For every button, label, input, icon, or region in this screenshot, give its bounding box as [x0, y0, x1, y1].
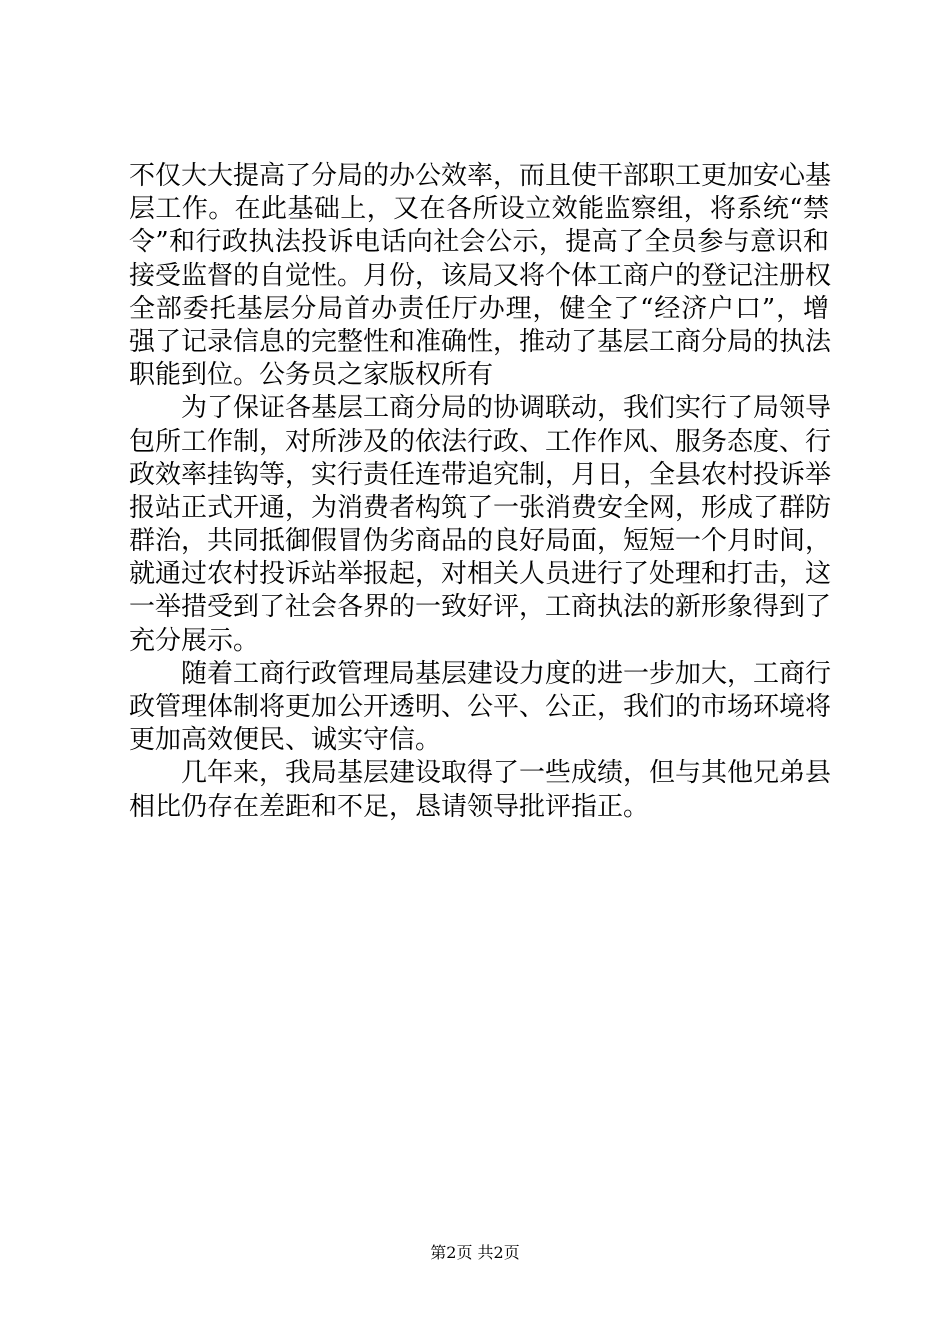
text-line: 相比仍存在差距和不足，恳请领导批评指正。 — [129, 791, 650, 822]
text-line: 不仅大大提高了分局的办公效率，而且使干部职工更加安心基 — [129, 161, 832, 191]
text-line: 包所工作制，对所涉及的依法行政、工作作风、服务态度、行 — [129, 426, 832, 457]
text-line: 一举措受到了社会各界的一致好评，工商执法的新形象得到了 — [129, 592, 832, 623]
text-line: 政效率挂钩等，实行责任连带追究制，月日，全县农村投诉举 — [129, 459, 832, 490]
text-line: 职能到位。公务员之家版权所有 — [129, 360, 494, 391]
text-line: 随着工商行政管理局基层建设力度的进一步加大，工商行 — [181, 658, 832, 689]
text-line: 更加高效便民、诚实守信。 — [129, 725, 442, 756]
text-line: 为了保证各基层工商分局的协调联动，我们实行了局领导 — [181, 393, 832, 424]
text-line: 充分展示。 — [129, 625, 260, 656]
text-line: 接受监督的自觉性。月份，该局又将个体工商户的登记注册权 — [129, 260, 832, 291]
paragraph — [129, 392, 832, 658]
text-line: 层工作。在此基础上，又在各所设立效能监察组，将系统“禁 — [129, 194, 829, 225]
text-line: 强了记录信息的完整性和准确性，推动了基层工商分局的执法 — [129, 326, 832, 357]
text-line: 全部委托基层分局首办责任厅办理，健全了“经济户口”，增 — [129, 293, 829, 324]
paragraph — [129, 658, 832, 758]
paragraph — [129, 160, 832, 392]
text-line: 就通过农村投诉站举报起，对相关人员进行了处理和打击，这 — [129, 559, 832, 590]
text-line: 令”和行政执法投诉电话向社会公示，提高了全员参与意识和 — [129, 227, 829, 258]
text-line: 报站正式开通，为消费者构筑了一张消费安全网，形成了群防 — [129, 492, 832, 523]
document-body — [129, 160, 832, 824]
text-line: 群治，共同抵御假冒伪劣商品的良好局面，短短一个月时间， — [129, 526, 832, 557]
paragraph — [129, 757, 832, 823]
text-line: 政管理体制将更加公开透明、公平、公正，我们的市场环境将 — [129, 692, 832, 722]
text-line: 几年来，我局基层建设取得了一些成绩，但与其他兄弟县 — [181, 758, 832, 789]
page-number: 第2页 共2页 — [430, 1243, 520, 1262]
